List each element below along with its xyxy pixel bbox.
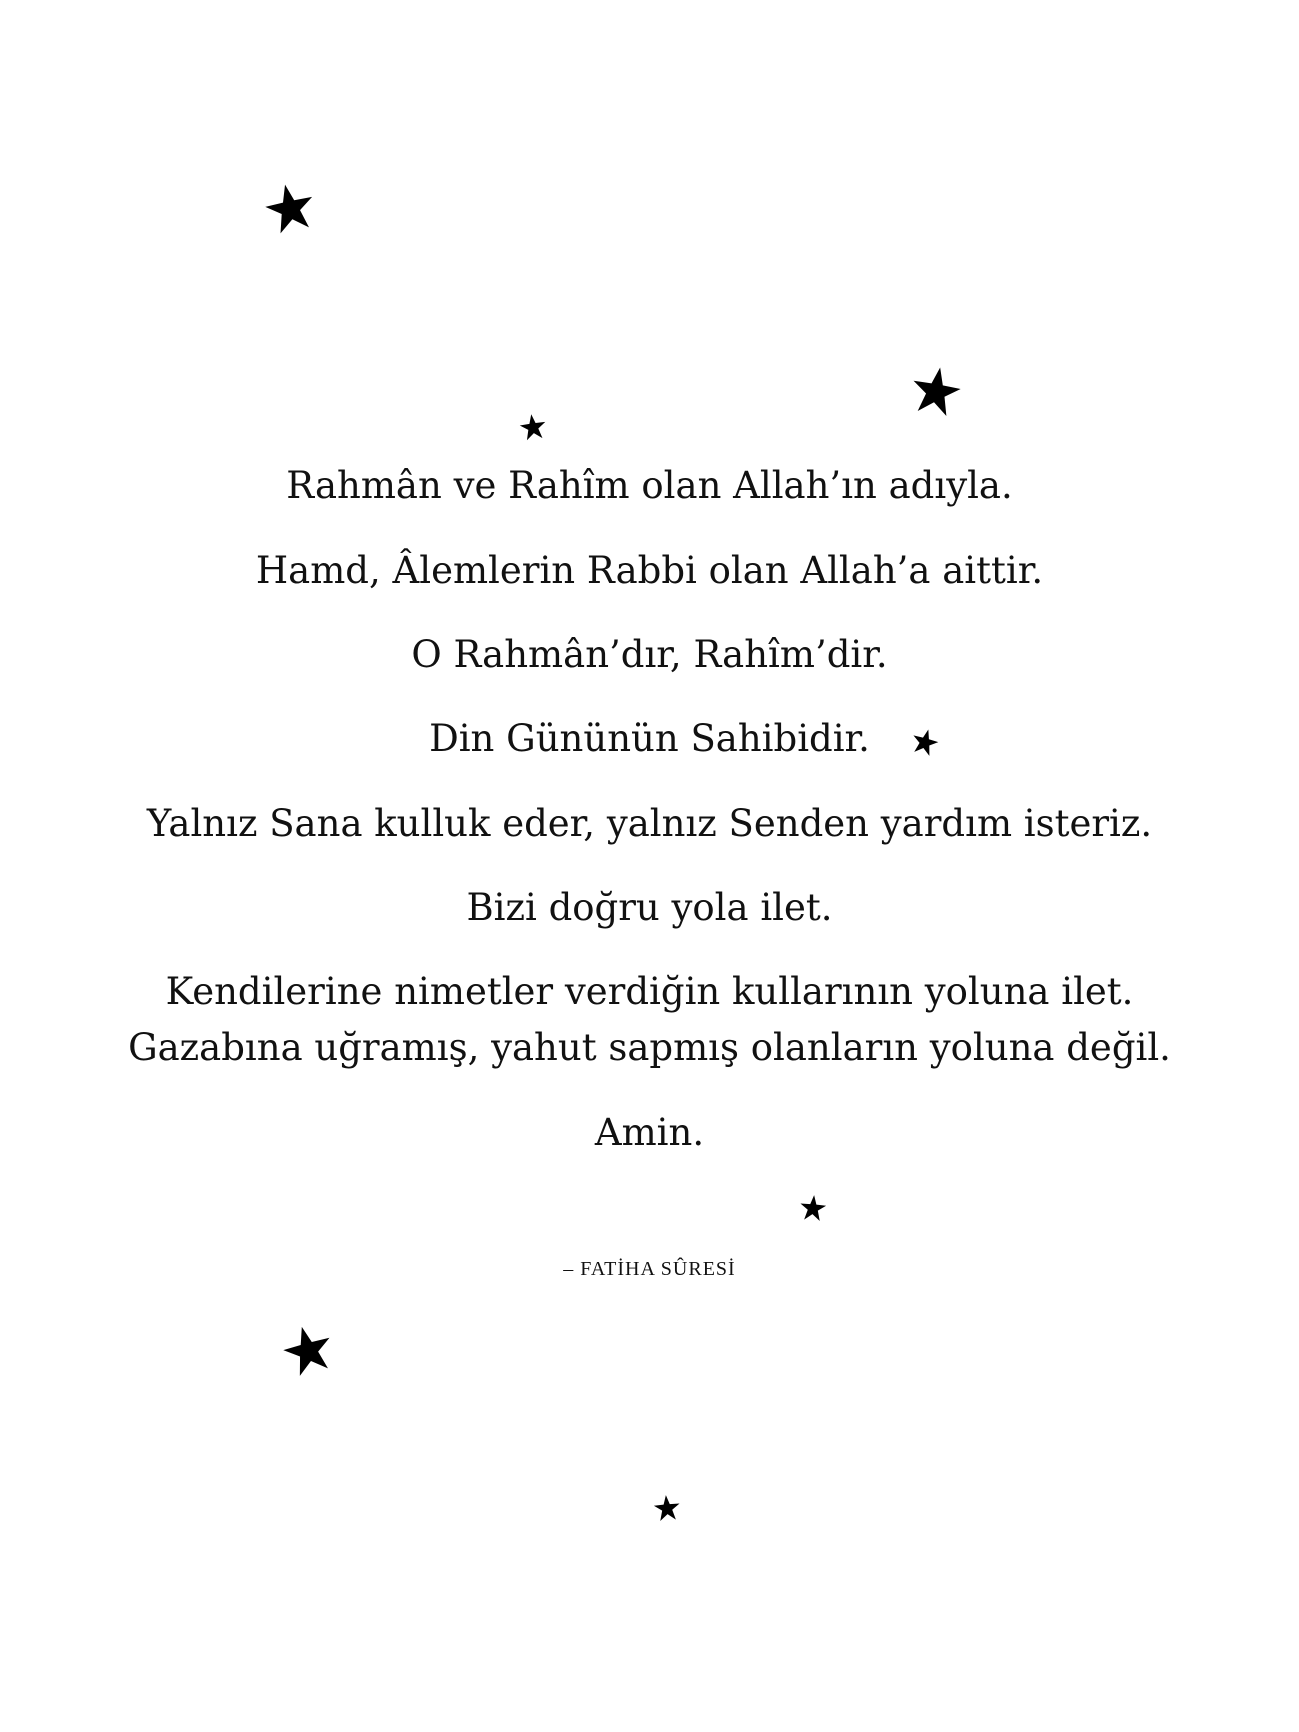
verse-line-3: O Rahmân’dır, Rahîm’dir. — [411, 633, 888, 676]
verse-line-1: Rahmân ve Rahîm olan Allah’ın adıyla. — [286, 464, 1013, 507]
star-icon — [262, 182, 318, 234]
star-icon — [652, 1494, 682, 1522]
verse-line-7: Kendilerine nimetler verdiğin kullarının yoluna ilet. — [165, 970, 1134, 1013]
verse-line-2: Hamd, Âlemlerin Rabbi olan Allah’a aittir. — [255, 549, 1044, 592]
attribution: – FATİHA SÛRESİ — [563, 1258, 736, 1280]
verse-line-5: Yalnız Sana kulluk eder, yalnız Senden yardım isteriz. — [146, 802, 1153, 845]
star-icon — [908, 365, 964, 417]
star-icon — [798, 1194, 828, 1222]
verse-line-6: Bizi doğru yola ilet. — [466, 886, 833, 929]
star-icon — [910, 728, 940, 756]
verse-line-8: Gazabına uğramış, yahut sapmış olanların yoluna değil. — [128, 1026, 1171, 1069]
star-icon — [518, 413, 548, 441]
verse-line-4: Din Gününün Sahibidir. — [429, 717, 870, 760]
star-icon — [280, 1324, 336, 1376]
verse-line-9: Amin. — [594, 1111, 705, 1154]
